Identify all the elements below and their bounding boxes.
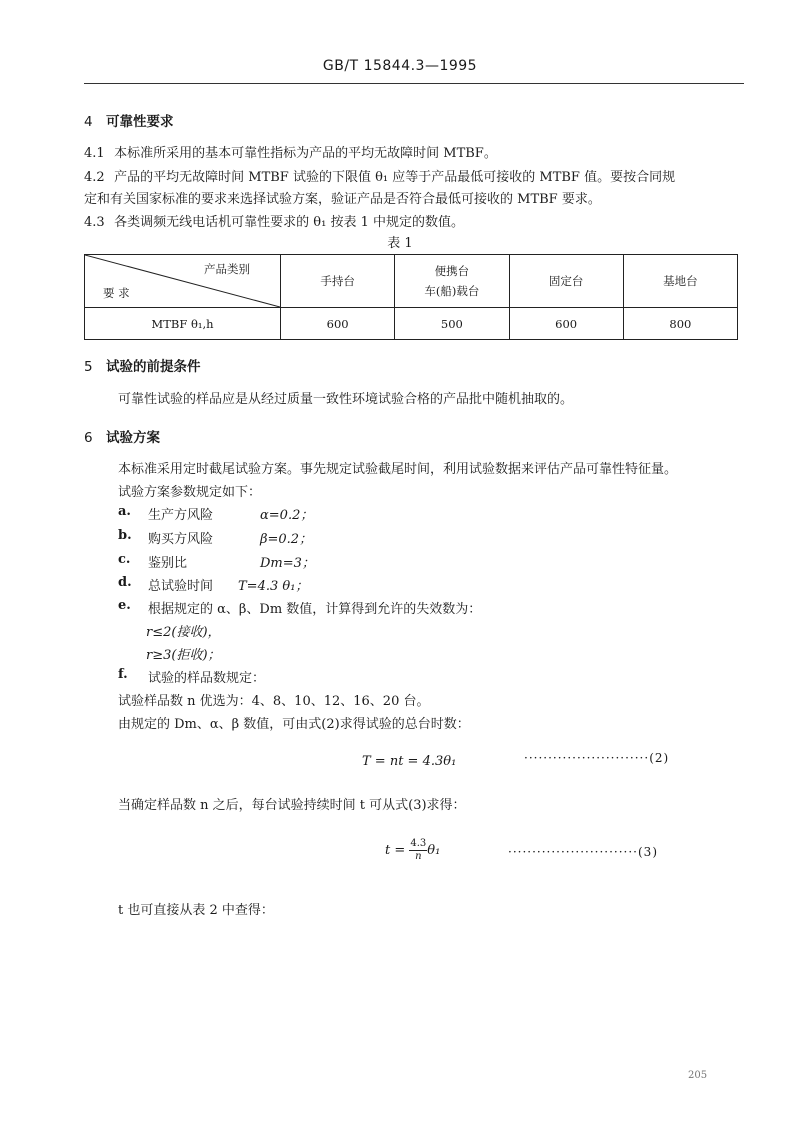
table-column-header: 手持台 xyxy=(281,255,395,308)
formula-intro: 由规定的 Dm、α、β 数值，可由式(2)求得试验的总台时数： xyxy=(118,717,470,732)
row-label: MTBF θ₁,h xyxy=(85,308,281,340)
param-item-e xyxy=(118,598,482,617)
item-value: α=0.2； xyxy=(260,508,314,523)
item-name: 购买方风险 xyxy=(148,532,214,547)
table-row xyxy=(85,308,738,340)
item-name: 鉴别比 xyxy=(148,556,188,571)
clause-4-3 xyxy=(84,211,464,230)
table-cell: 600 xyxy=(281,308,395,340)
clause-text: 各类调频无线电话机可靠性要求的 θ₁ 按表 1 中规定的数值。 xyxy=(114,215,464,230)
section-4-number: 4 xyxy=(84,114,93,130)
fraction-numerator: 4.3 xyxy=(410,838,427,849)
item-value: T=4.3 θ₁； xyxy=(238,579,309,594)
equation-3-lhs: t = xyxy=(385,843,406,858)
corner-bottom-label: 要 求 xyxy=(103,286,130,300)
clause-text: 本标准所采用的基本可靠性指标为产品的平均无故障时间 MTBF。 xyxy=(114,146,497,161)
item-label: c. xyxy=(118,552,131,567)
section-4-heading xyxy=(84,110,174,130)
section-5-text: 可靠性试验的样品应是从经过质量一致性环境试验合格的产品批中随机抽取的。 xyxy=(118,392,574,407)
param-item-b xyxy=(118,528,313,547)
equation-3-fraction xyxy=(409,838,427,863)
after-n-text: 当确定样品数 n 之后，每台试验持续时间 t 可从式(3)求得： xyxy=(118,798,466,813)
param-item-f xyxy=(118,667,266,686)
corner-top-label: 产品类别 xyxy=(204,262,250,276)
reject-condition: r≥3(拒收)； xyxy=(146,648,221,663)
equation-3-rhs: θ₁ xyxy=(427,843,441,858)
standard-number: GB/T 15844.3—1995 xyxy=(322,58,478,74)
clause-4-2-cont: 定和有关国家标准的要求来选择试验方案，验证产品是否符合最低可接收的 MTBF 要求。 xyxy=(84,192,601,207)
clause-number: 4.3 xyxy=(84,215,105,230)
fraction-denominator: n xyxy=(415,851,422,862)
table-header-row xyxy=(85,255,738,308)
table-1 xyxy=(84,254,738,340)
item-value: β=0.2； xyxy=(260,532,313,547)
item-name: 总试验时间 xyxy=(148,579,214,594)
section-6-number: 6 xyxy=(84,430,93,446)
table-corner-cell xyxy=(85,255,281,308)
item-label: f. xyxy=(118,667,128,682)
item-label: b. xyxy=(118,528,132,543)
item-label: d. xyxy=(118,575,132,590)
section-4-title: 可靠性要求 xyxy=(106,114,174,130)
page-number: 205 xyxy=(688,1070,708,1081)
table-cell: 600 xyxy=(509,308,623,340)
clause-text-line-1: 产品的平均无故障时间 MTBF 试验的下限值 θ₁ 应等于产品最低可接收的 MTBF 值。要按合同规 xyxy=(114,170,676,185)
item-name: 试验的样品数规定： xyxy=(148,671,266,686)
equation-3 xyxy=(385,838,440,863)
table-column-header: 固定台 xyxy=(509,255,623,308)
params-intro: 试验方案参数规定如下： xyxy=(118,485,262,500)
sample-count-text: 试验样品数 n 优选为：4、8、10、12、16、20 台。 xyxy=(118,694,430,709)
equation-3-number: (3) xyxy=(638,845,658,859)
clause-4-2 xyxy=(84,166,675,185)
clause-number: 4.1 xyxy=(84,146,105,161)
param-item-c xyxy=(118,552,315,571)
equation-3-leader: ···························(3) xyxy=(508,845,658,859)
section-6-intro: 本标准采用定时截尾试验方案。事先规定试验截尾时间，利用试验数据来评估产品可靠性特征量。 xyxy=(118,462,678,477)
clause-number: 4.2 xyxy=(84,170,105,185)
equation-2-number: (2) xyxy=(649,751,670,765)
table-column-header xyxy=(395,255,509,308)
column-header-line-2: 车(船)载台 xyxy=(424,284,480,298)
column-header-line-1: 便携台 xyxy=(434,264,470,278)
table-cell: 500 xyxy=(395,308,509,340)
table-column-header: 基地台 xyxy=(623,255,737,308)
equation-2-leader: ··························(2) xyxy=(524,751,670,765)
section-5-title: 试验的前提条件 xyxy=(106,359,201,375)
section-5-heading xyxy=(84,355,201,375)
item-label: e. xyxy=(118,598,131,613)
item-label: a. xyxy=(118,504,131,519)
table-cell: 800 xyxy=(623,308,737,340)
param-item-d xyxy=(118,575,309,594)
table-1-caption: 表 1 xyxy=(387,236,413,251)
section-5-number: 5 xyxy=(84,359,93,375)
item-value: Dm=3； xyxy=(260,556,315,571)
item-name: 根据规定的 α、β、Dm 数值，计算得到允许的失效数为： xyxy=(148,602,482,617)
param-item-a xyxy=(118,504,314,523)
equation-2: T = nt = 4.3θ₁ xyxy=(362,754,457,769)
section-6-title: 试验方案 xyxy=(106,430,160,446)
header-rule xyxy=(84,83,744,84)
clause-4-1 xyxy=(84,142,497,161)
item-name: 生产方风险 xyxy=(148,508,214,523)
closing-text: t 也可直接从表 2 中查得： xyxy=(118,903,274,918)
section-6-heading xyxy=(84,426,160,446)
accept-condition: r≤2(接收)， xyxy=(146,625,221,640)
